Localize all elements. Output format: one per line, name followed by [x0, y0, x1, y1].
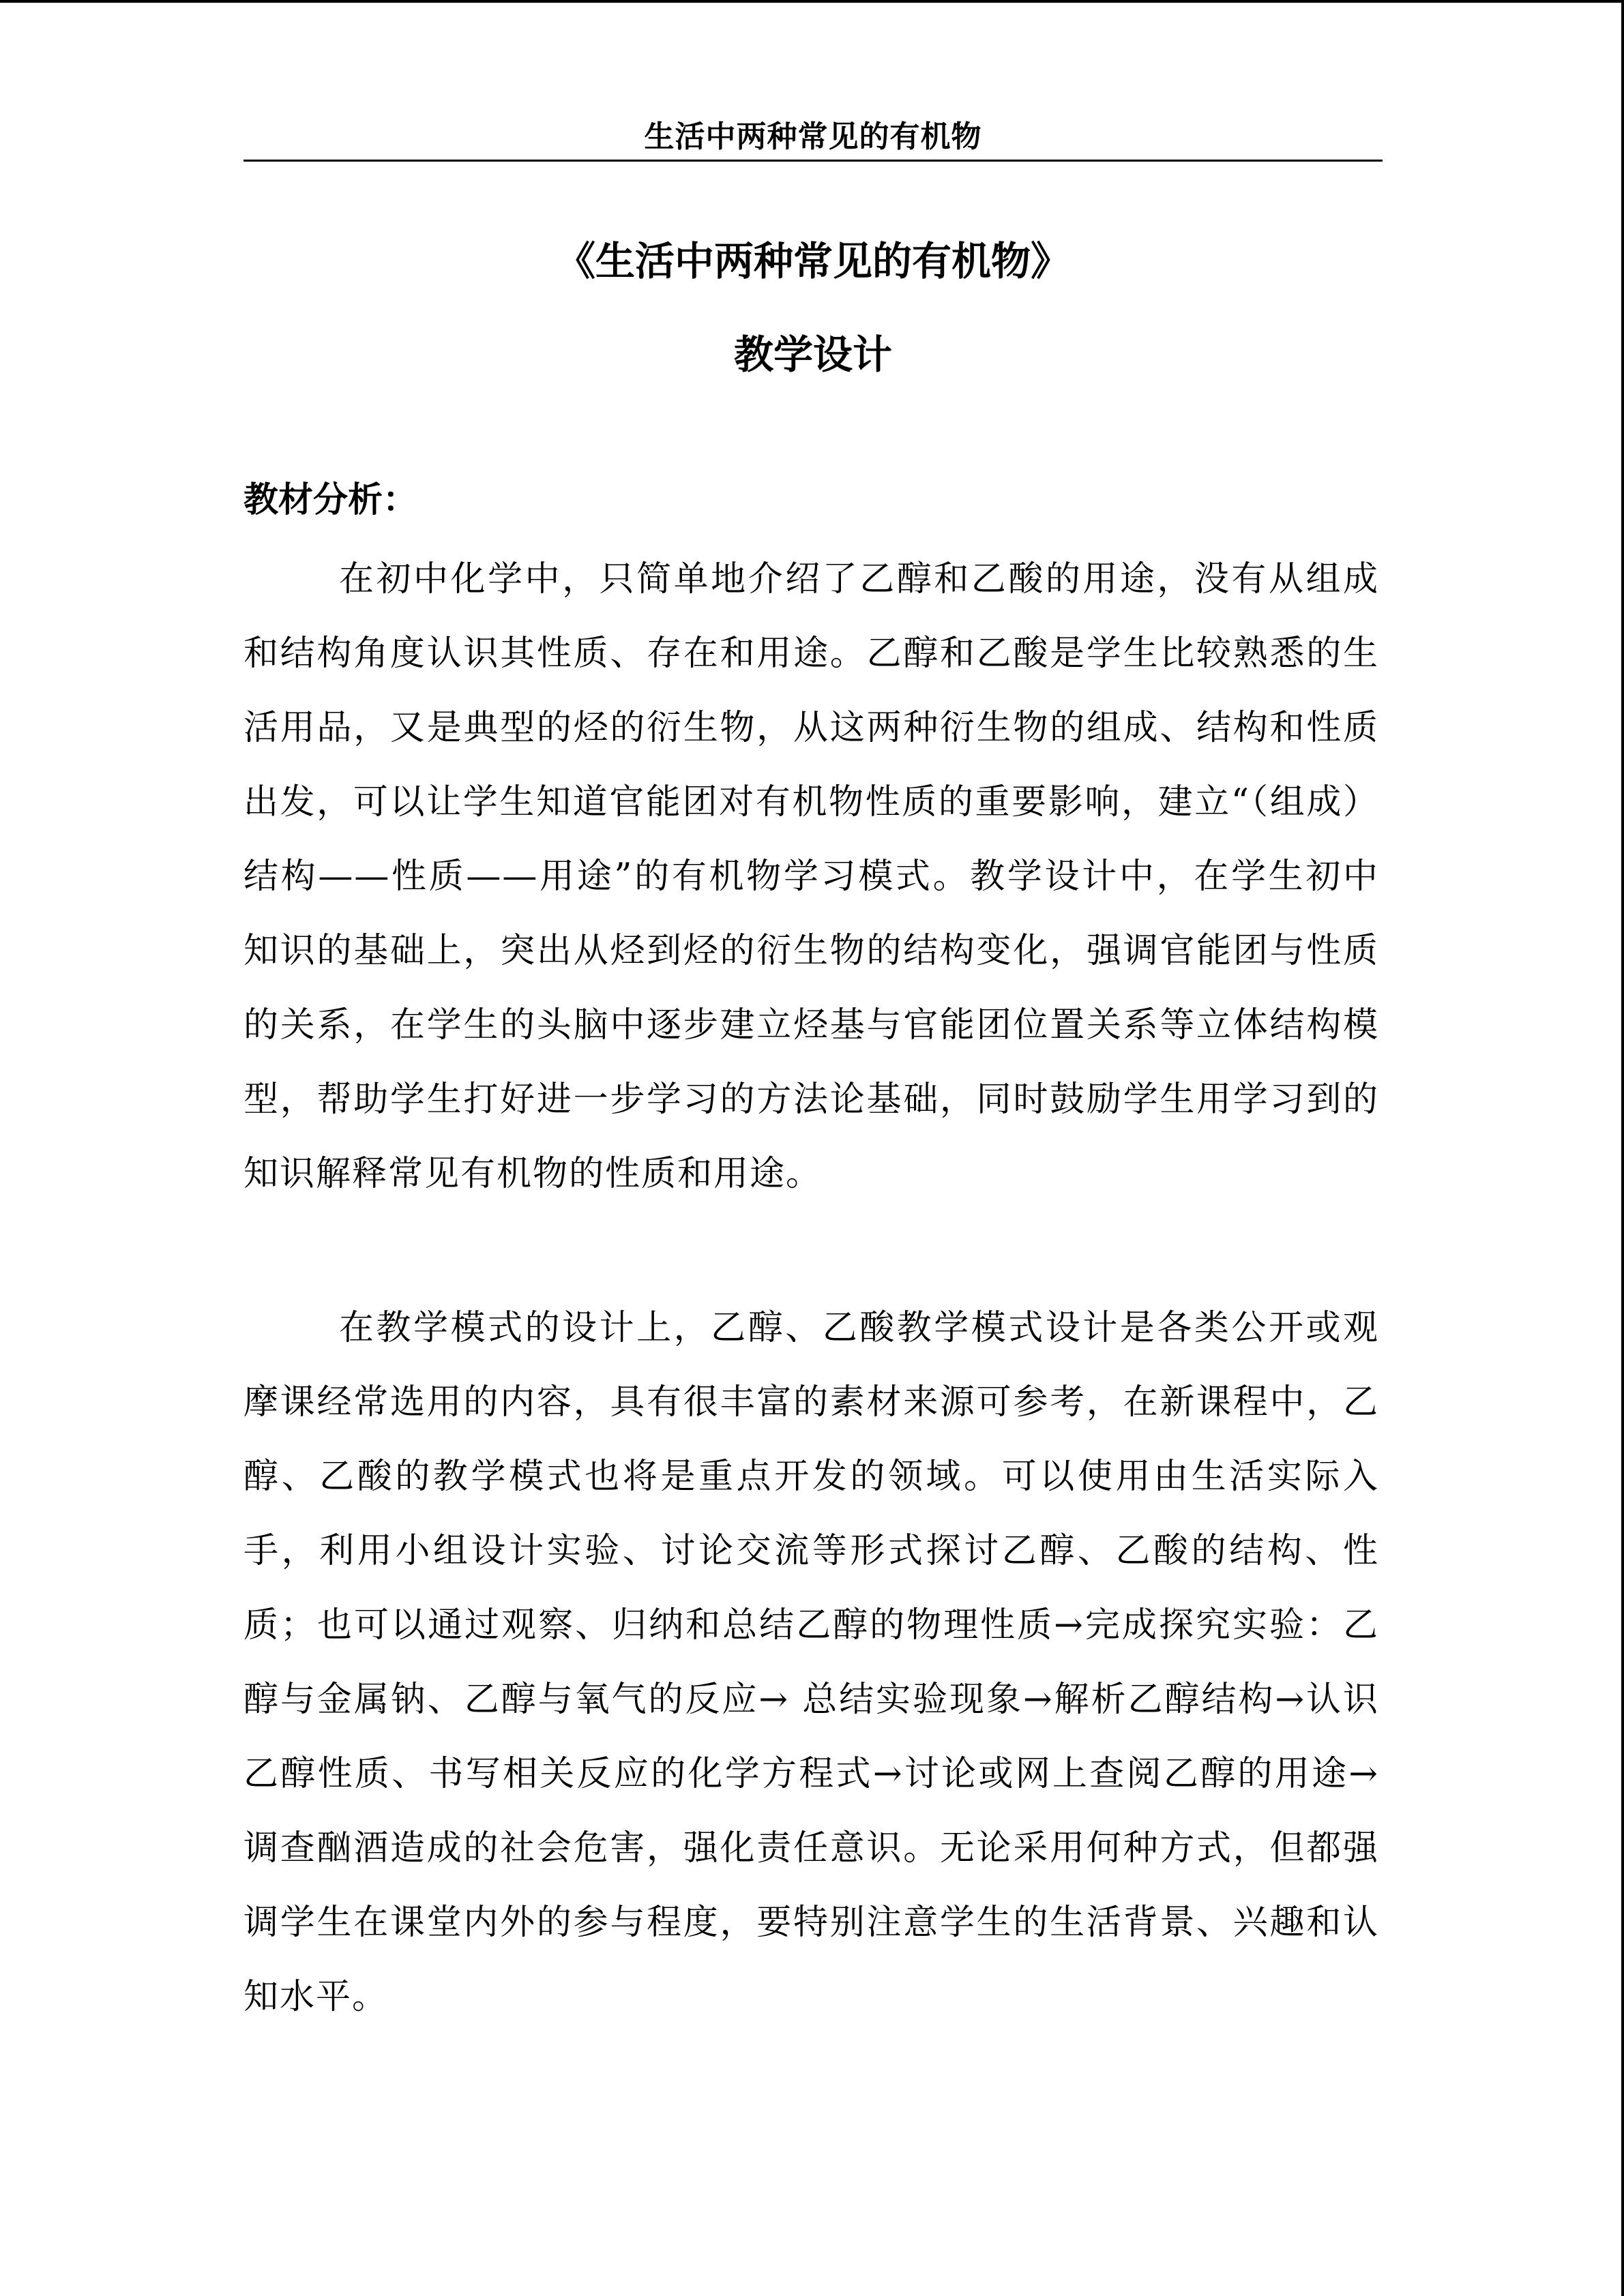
header-rule	[243, 160, 1383, 162]
page-border-right	[1621, 0, 1624, 2296]
document-title: 《生活中两种常见的有机物》	[555, 238, 1070, 284]
section-heading-material-analysis: 教材分析：	[243, 479, 418, 520]
paragraph: 在初中化学中，只简单地介绍了乙醇和乙酸的用途，没有从组成和结构角度认识其性质、存在和用途。乙醇和乙酸是学生比较熟悉的生活用品，又是典型的烃的衍生物，从这两种衍生物的组成、结构和性质出发，可以让学生知道官能团对有机物性质的重要影响，建立“（组成）结构——性质——用途”的有机物学习模式。教学设计中，在学生初中知识的基础上，突出从烃到烃的衍生物的结构变化，强调官能团与性质的关系，在学生的头脑中逐步建立烃基与官能团位置关系等立体结构模型，帮助学生打好进一步学习的方法论基础，同时鼓励学生用学习到的知识解释常见有机物的性质和用途。	[243, 559, 1379, 1194]
running-header: 生活中两种常见的有机物	[644, 119, 982, 154]
paragraph: 在教学模式的设计上，乙醇、乙酸教学模式设计是各类公开或观摩课经常选用的内容，具有很丰富的素材来源可参考，在新课程中，乙醇、乙酸的教学模式也将是重点开发的领域。可以使用由生活实际入手，利用小组设计实验、讨论交流等形式探讨乙醇、乙酸的结构、性质；也可以通过观察、归纳和总结乙醇的物理性质→完成探究实验：乙醇与金属钠、乙醇与氧气的反应→ 总结实验现象→解析乙醇结构→认识乙醇性质、书写相关反应的化学方程式→讨论或网上查阅乙醇的用途→ 调查酗酒造成的社会危害，强化责任意识。无论采用何种方式，但都强调学生在课堂内外的参与程度，要特别注意学生的生活背景、兴趣和认知水平。	[243, 1308, 1379, 2017]
page-border-top	[0, 0, 1624, 3]
document-subtitle: 教学设计	[733, 331, 892, 378]
